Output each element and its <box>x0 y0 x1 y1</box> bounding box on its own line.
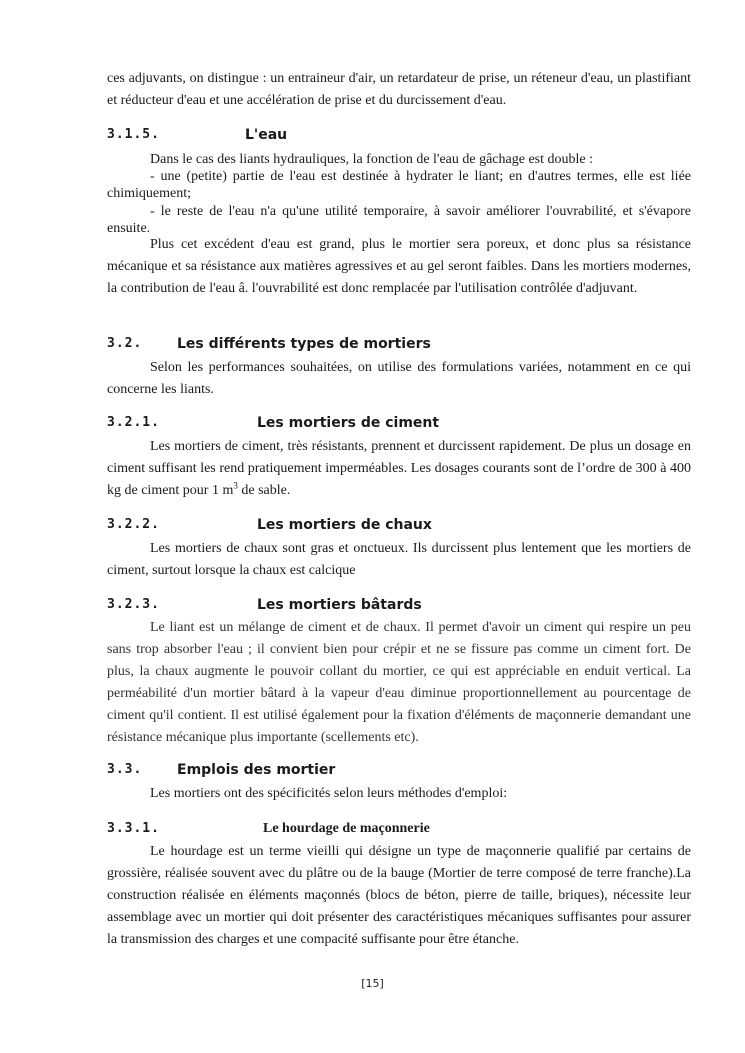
paragraph-text: de sable. <box>237 483 291 498</box>
heading-title: Les différents types de mortiers <box>177 336 431 352</box>
heading-title: L'eau <box>245 127 288 143</box>
paragraph: Dans le cas des liants hydrauliques, la fonction de l'eau de gâchage est double : <box>150 152 593 167</box>
heading-title: Les mortiers de chaux <box>257 517 432 533</box>
heading-title: Emplois des mortier <box>177 762 336 778</box>
heading-number: 3.3.1. <box>107 821 160 836</box>
heading-3-3-1 <box>107 821 430 841</box>
heading-number: 3.2.1. <box>107 415 160 430</box>
heading-3-2 <box>107 336 431 356</box>
heading-title: Les mortiers bâtards <box>257 597 422 613</box>
paragraph: Les mortiers ont des spécificités selon leurs méthodes d'emploi: <box>150 786 508 801</box>
paragraph: Les mortiers de chaux sont gras et onctueux. Ils durcissent plus lentement que les mortiers de ciment, surtout lorsque la chaux est calcique <box>107 541 691 578</box>
heading-3-2-2 <box>107 517 432 537</box>
paragraph <box>107 436 691 502</box>
paragraph: Le hourdage est un terme vieilli qui désigne un type de maçonnerie qualifié par certains de grossière, réalisée souvent avec du plâtre ou de la bauge (Mortier de terre composé de terre franche).La construction réalisée en éléments maçonnés (blocs de béton, pierre de taille, briques), nécessite leur assemblage avec un mortier qui doit présenter des caractéristiques mécaniques suffisantes pour assurer la transmission des charges et une compacité suffisante pour être étanche. <box>107 844 691 947</box>
intro-paragraph: ces adjuvants, on distingue : un entraineur d'air, un retardateur de prise, un réteneur d'eau, un plastifiant et réducteur d'eau et une accélération de prise et du durcissement d'eau. <box>107 71 691 108</box>
paragraph-text: Les mortiers de ciment, très résistants, prennent et durcissent rapidement. De plus un dosage en ciment suffisant les rend pratiquement imperméables. Les dosages courants sont de l’ordre de 300 à 400 kg de ciment pour 1 m <box>107 439 691 498</box>
heading-3-2-1 <box>107 415 440 435</box>
paragraph: - une (petite) partie de l'eau est destinée à hydrater le liant; en d'autres termes, elle est liée chimiquement; <box>107 169 691 201</box>
paragraph: - le reste de l'eau n'a qu'une utilité temporaire, à savoir améliorer l'ouvrabilité, et s'évapore ensuite. <box>107 204 691 236</box>
heading-number: 3.2.2. <box>107 517 160 532</box>
superscript: 3 <box>233 480 238 491</box>
heading-number: 3.2. <box>107 336 143 351</box>
paragraph: Plus cet excédent d'eau est grand, plus le mortier sera poreux, et donc plus sa résistance mécanique et sa résistance aux matières agressives et au gel seront faibles. Dans les mortiers modernes, la contribution de l'eau â. l'ouvrabilité est donc remplacée par l'utilisation contrôlée d'adjuvant. <box>107 237 691 296</box>
heading-title: Les mortiers de ciment <box>257 415 440 431</box>
page-number: [15] <box>361 977 384 990</box>
paragraph: Selon les performances souhaitées, on utilise des formulations variées, notamment en ce qui concerne les liants. <box>107 360 691 397</box>
heading-3-1-5 <box>107 127 288 147</box>
heading-number: 3.2.3. <box>107 597 160 612</box>
heading-3-3 <box>107 762 336 782</box>
heading-number: 3.1.5. <box>107 127 160 142</box>
heading-3-2-3 <box>107 597 422 617</box>
paragraph: Le liant est un mélange de ciment et de chaux. Il permet d'avoir un ciment qui respire un peu sans trop absorber l'eau ; il convient bien pour crépir et ne se fissure pas comme un ciment fort. De plus, la chaux augmente le pouvoir collant du mortier, ce qui est appréciable en enduit vertical. La perméabilité d'un mortier bâtard à la vapeur d'eau diminue proportionnellement au pourcentage de ciment qu'il contient. Il est utilisé également pour la fixation d'éléments de maçonnerie demandant une résistance mécanique plus importante (scellements etc). <box>107 620 691 745</box>
heading-number: 3.3. <box>107 762 143 777</box>
heading-title: Le hourdage de maçonnerie <box>263 821 430 836</box>
